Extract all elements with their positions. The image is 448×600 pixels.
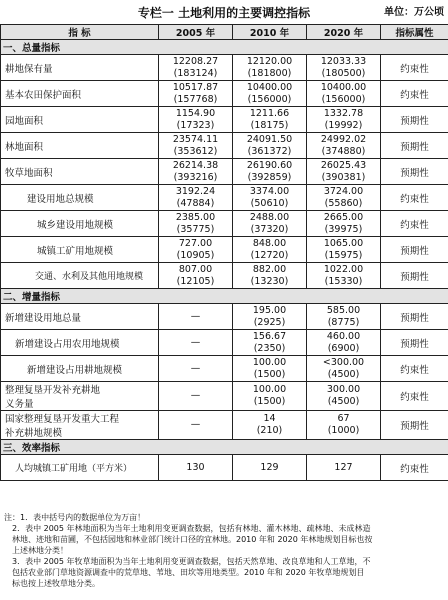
value-2020: 3724.00 (55860) <box>307 185 381 211</box>
indicator-name: 国家整理复垦开发重大工程 补充耕地规模 <box>1 411 159 440</box>
value-2010: 12120.00 (181800) <box>233 55 307 81</box>
indicator-name: 牧草地面积 <box>1 159 159 185</box>
value-2005: 2385.00 (35775) <box>159 211 233 237</box>
table-row <box>1 304 448 330</box>
value-2020: 1065.00 (15975) <box>307 237 381 263</box>
value-2010: 2488.00 (37320) <box>233 211 307 237</box>
indicator-name: 新增建设占用农用地规模 <box>1 330 159 356</box>
indicator-attribute: 预期性 <box>381 263 448 289</box>
indicator-attribute: 约束性 <box>381 81 448 107</box>
value-2005: 23574.11 (353612) <box>159 133 233 159</box>
indicator-name: 整理复垦开发补充耕地 义务量 <box>1 382 159 411</box>
value-2020: 12033.33 (180500) <box>307 55 381 81</box>
value-2010: 24091.50 (361372) <box>233 133 307 159</box>
section-row <box>1 440 448 455</box>
value-2005: 130 <box>159 455 233 481</box>
value-2010: 26190.60 (392859) <box>233 159 307 185</box>
indicator-attribute: 预期性 <box>381 237 448 263</box>
value-2020: 585.00 (8775) <box>307 304 381 330</box>
value-2020: 2665.00 (39975) <box>307 211 381 237</box>
unit-label: 单位：万公顷 <box>384 7 444 18</box>
value-2005: 10517.87 (157768) <box>159 81 233 107</box>
value-2020: 24992.02 (374880) <box>307 133 381 159</box>
indicator-name: 新增建设占用耕地规模 <box>1 356 159 382</box>
value-2020: 300.00 (4500) <box>307 382 381 411</box>
indicator-name: 新增建设用地总量 <box>1 304 159 330</box>
table-row <box>1 237 448 263</box>
indicator-name: 基本农田保护面积 <box>1 81 159 107</box>
value-2005: 807.00 (12105) <box>159 263 233 289</box>
table-notes <box>4 512 444 589</box>
indicator-attribute: 约束性 <box>381 356 448 382</box>
table-row <box>1 211 448 237</box>
value-2005: 1154.90 (17323) <box>159 107 233 133</box>
col-header-attribute: 指标属性 <box>381 25 448 40</box>
value-2010: 100.00 (1500) <box>233 356 307 382</box>
value-2005: 26214.38 (393216) <box>159 159 233 185</box>
indicator-name: 城镇工矿用地规模 <box>1 237 159 263</box>
indicator-name: 建设用地总规模 <box>1 185 159 211</box>
value-2005: — <box>159 356 233 382</box>
indicator-attribute: 预期性 <box>381 330 448 356</box>
col-header-2010: 2010 年 <box>233 25 307 40</box>
col-header-2020: 2020 年 <box>307 25 381 40</box>
section-row <box>1 40 448 55</box>
value-2005: — <box>159 411 233 440</box>
indicator-name: 城乡建设用地规模 <box>1 211 159 237</box>
indicator-name: 园地面积 <box>1 107 159 133</box>
table-row <box>1 263 448 289</box>
value-2010: 14 (210) <box>233 411 307 440</box>
value-2020: 26025.43 (390381) <box>307 159 381 185</box>
note-line: 3．表中 2005 年牧草地面积为当年土地利用变更调查数据，包括天然草地、改良草地和人工草地，不 <box>12 557 371 566</box>
value-2010: 882.00 (13230) <box>233 263 307 289</box>
col-header-indicator: 指 标 <box>1 25 159 40</box>
value-2005: 12208.27 (183124) <box>159 55 233 81</box>
indicator-attribute: 预期性 <box>381 133 448 159</box>
title-row <box>0 4 448 22</box>
header-row <box>1 25 448 40</box>
value-2010: 1211.66 (18175) <box>233 107 307 133</box>
value-2010: 156.67 (2350) <box>233 330 307 356</box>
indicator-attribute: 预期性 <box>381 107 448 133</box>
value-2005: — <box>159 382 233 411</box>
value-2020: 1332.78 (19992) <box>307 107 381 133</box>
section-title: 一、总量指标 <box>1 40 448 55</box>
indicator-table <box>0 24 448 481</box>
note-line: 注：1．表中括号内的数据单位为万亩！ <box>4 513 146 522</box>
indicator-attribute: 预期性 <box>381 411 448 440</box>
value-2005: 3192.24 (47884) <box>159 185 233 211</box>
value-2020: 1022.00 (15330) <box>307 263 381 289</box>
value-2010: 195.00 (2925) <box>233 304 307 330</box>
indicator-attribute: 约束性 <box>381 211 448 237</box>
note-line: 包括农业部门草地资源调查中的荒草地、苇地、田坎等用地类型。2010 年和 2020 年牧草地规划目 <box>12 568 365 577</box>
table-row <box>1 159 448 185</box>
table-title: 专栏一 土地利用的主要调控指标 <box>137 6 311 20</box>
value-2020: 67 (1000) <box>307 411 381 440</box>
section-row <box>1 289 448 304</box>
indicator-attribute: 约束性 <box>381 382 448 411</box>
indicator-attribute: 约束性 <box>381 55 448 81</box>
indicator-name: 交通、水利及其他用地规模 <box>1 263 159 289</box>
value-2010: 100.00 (1500) <box>233 382 307 411</box>
section-title: 三、效率指标 <box>1 440 448 455</box>
note-line: 2．表中 2005 年林地面积为当年土地利用变更调查数据，包括有林地、灌木林地、疏林地、未成林造 <box>12 524 371 533</box>
table-row <box>1 185 448 211</box>
note-line: 标也按上述牧草地分类。 <box>12 579 100 588</box>
indicator-name: 林地面积 <box>1 133 159 159</box>
table-row <box>1 411 448 440</box>
table-row <box>1 55 448 81</box>
value-2020: 10400.00 (156000) <box>307 81 381 107</box>
table-row <box>1 330 448 356</box>
table-row <box>1 81 448 107</box>
table-row <box>1 107 448 133</box>
section-title: 二、增量指标 <box>1 289 448 304</box>
value-2010: 10400.00 (156000) <box>233 81 307 107</box>
value-2010: 129 <box>233 455 307 481</box>
value-2020: 460.00 (6900) <box>307 330 381 356</box>
table-row <box>1 455 448 481</box>
indicator-attribute: 预期性 <box>381 159 448 185</box>
value-2010: 3374.00 (50610) <box>233 185 307 211</box>
value-2005: — <box>159 304 233 330</box>
table-row <box>1 133 448 159</box>
indicator-attribute: 预期性 <box>381 304 448 330</box>
value-2005: — <box>159 330 233 356</box>
indicator-attribute: 约束性 <box>381 455 448 481</box>
note-line: 上述林地分类！ <box>12 546 68 555</box>
value-2010: 848.00 (12720) <box>233 237 307 263</box>
note-line: 林地、迹地和苗圃，不包括园地和林业部门统计口径的宜林地。2010 年和 2020 年林地规划目标也按 <box>12 535 373 544</box>
indicator-name: 耕地保有量 <box>1 55 159 81</box>
value-2020: 127 <box>307 455 381 481</box>
indicator-name: 人均城镇工矿用地（平方米） <box>1 455 159 481</box>
col-header-2005: 2005 年 <box>159 25 233 40</box>
indicator-attribute: 约束性 <box>381 185 448 211</box>
table-row <box>1 356 448 382</box>
value-2020: <300.00 (4500) <box>307 356 381 382</box>
value-2005: 727.00 (10905) <box>159 237 233 263</box>
table-row <box>1 382 448 411</box>
